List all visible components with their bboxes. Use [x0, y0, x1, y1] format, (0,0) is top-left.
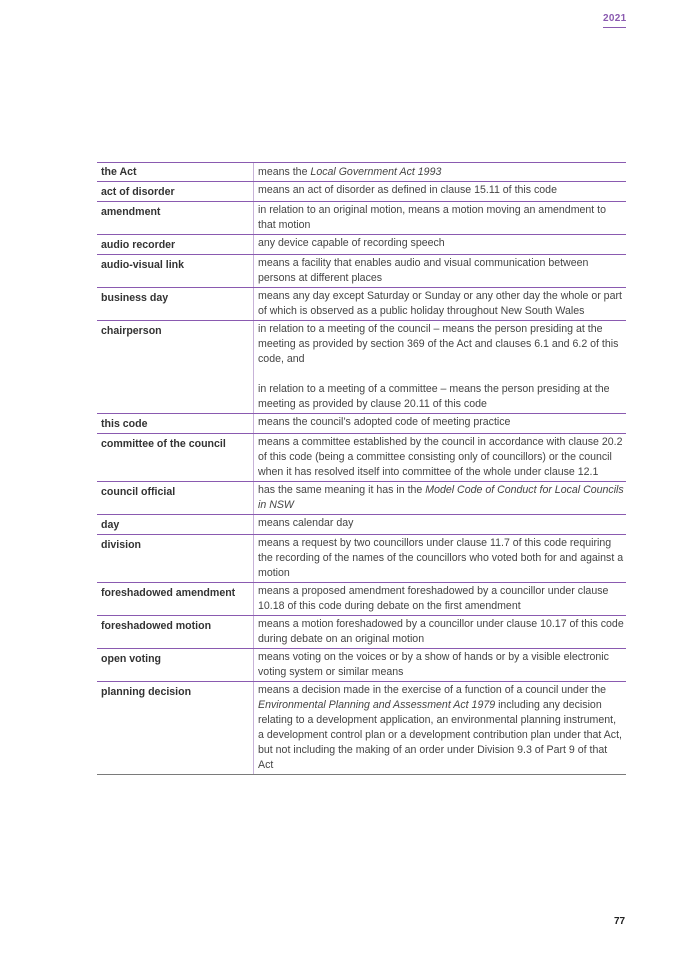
page-number: 77: [614, 916, 626, 927]
definition-term: foreshadowed motion: [101, 620, 212, 632]
definition-row: [97, 583, 626, 616]
definition-term: act of disorder: [101, 186, 175, 198]
definition-term: planning decision: [101, 686, 192, 698]
definition-term: this code: [101, 418, 148, 430]
definition-text: means any day except Saturday or Sunday or any other day the whole or part of which is observed as a public holiday throughout New South Wales: [253, 288, 626, 320]
definition-text: [253, 321, 626, 413]
definition-row: [97, 288, 626, 321]
definition-term: day: [101, 519, 120, 531]
definition-text: means a request by two councillors under clause 11.7 of this code requiring the recording of the names of the councillors who voted both for and against a motion: [253, 535, 626, 582]
definition-row: [97, 616, 626, 649]
definition-term: audio-visual link: [101, 259, 185, 271]
definition-text: in relation to an original motion, means a motion moving an amendment to that motion: [253, 202, 626, 234]
definition-term: audio recorder: [101, 239, 176, 251]
definition-row: [97, 434, 626, 482]
definition-text: has the same meaning it has in the Model Code of Conduct for Local Councils in NSW: [253, 482, 626, 514]
definition-text: means a committee established by the council in accordance with clause 20.2 of this code (being a committee consisting only of councillors) or the council when it has resolved itself into committee of the whole under clause 12.1: [253, 434, 626, 481]
definition-row: [97, 163, 626, 182]
definition-row: [97, 202, 626, 235]
definition-row: [97, 255, 626, 288]
definition-row: [97, 515, 626, 535]
definition-row: [97, 321, 626, 414]
definition-text: means the council’s adopted code of meeting practice: [253, 414, 626, 433]
definition-text: means a motion foreshadowed by a councillor under clause 10.17 of this code during debate on an original motion: [253, 616, 626, 648]
definition-row: [97, 649, 626, 682]
definition-term: council official: [101, 486, 176, 498]
definition-term: the Act: [101, 166, 137, 178]
definition-row: [97, 682, 626, 775]
definition-paragraph: in relation to a meeting of the council – means the person presiding at the meeting as provided by section 369 of the Act and clauses 6.1 and 6.2 of this code, and: [258, 323, 619, 365]
definition-text: means an act of disorder as defined in clause 15.11 of this code: [253, 182, 626, 201]
definition-term: committee of the council: [101, 438, 226, 450]
definition-text: means calendar day: [253, 515, 626, 534]
definition-text: means the Local Government Act 1993: [253, 163, 626, 181]
definition-text: means a proposed amendment foreshadowed by a councillor under clause 10.18 of this code during debate on the first amendment: [253, 583, 626, 615]
definition-row: [97, 182, 626, 202]
definition-paragraph: in relation to a meeting of a committee – means the person presiding at the meeting as provided by clause 20.11 of this code: [258, 383, 610, 410]
definition-row: [97, 414, 626, 434]
header-year: 2021: [603, 13, 626, 28]
definition-term: open voting: [101, 653, 162, 665]
definition-row: [97, 482, 626, 515]
definition-term: division: [101, 539, 142, 551]
definition-term: amendment: [101, 206, 161, 218]
definition-text: means a facility that enables audio and visual communication between persons at different places: [253, 255, 626, 287]
definition-row: [97, 235, 626, 255]
definition-text: means a decision made in the exercise of a function of a council under the Environmental Planning and Assessment Act 1979 including any decision relating to a development application, an environmental planning instrument, a development control plan or a development contribution plan under that Act, but not including the making of an order under Division 9.3 of Part 9 of that Act: [253, 682, 626, 774]
definition-term: chairperson: [101, 325, 162, 337]
definition-text: any device capable of recording speech: [253, 235, 626, 254]
definition-row: [97, 535, 626, 583]
definition-term: foreshadowed amendment: [101, 587, 236, 599]
definition-text: means voting on the voices or by a show of hands or by a visible electronic voting system or similar means: [253, 649, 626, 681]
definition-term: business day: [101, 292, 169, 304]
definitions-table: [97, 162, 626, 775]
